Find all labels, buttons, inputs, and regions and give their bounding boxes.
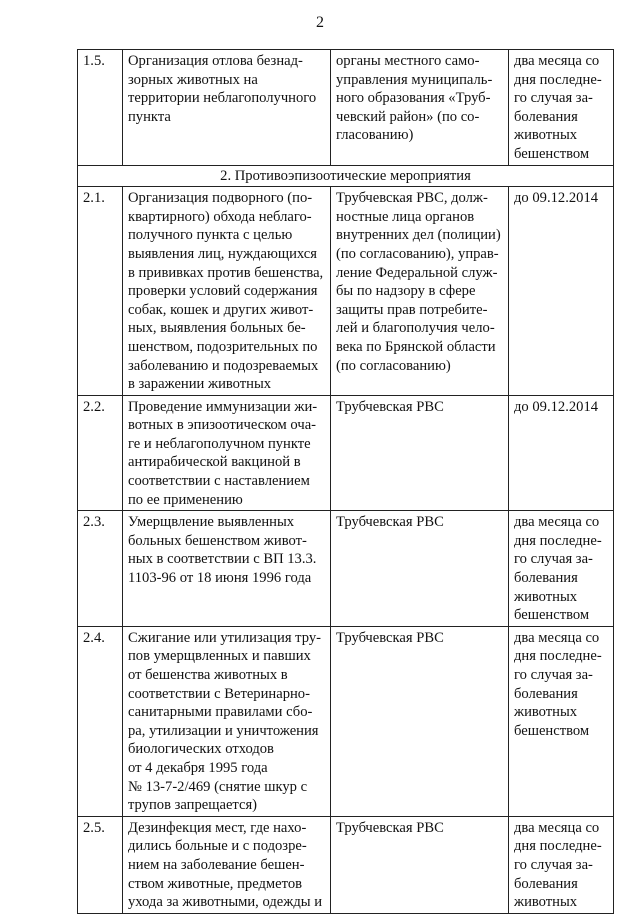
row-number: 2.3. xyxy=(78,511,123,627)
action-cell: Умерщвление выявленных больных бешенством живот- ных в соответствии с ВП 13.3. 1103-96 от 18 июня 1996 года xyxy=(123,511,331,627)
action-cell: Организация подворного (по- квартирного) обхода неблаго- получного пункта с целью выявления лиц, нуждающихся в прививках против бешенства, проверки условий содержания собак, кошек и других живот- ных, выявления больных бе- шенством, подозрительных по заболеванию и подозреваемых в заражении животных xyxy=(123,187,331,396)
responsible-cell: органы местного само- управления муниципаль- ного образования «Труб- чевский район» (по со- гласованию) xyxy=(331,50,509,166)
action-cell: Сжигание или утилизация тру- пов умерщвленных и павших от бешенства животных в соответствии с Ветеринарно- санитарными правилами сбо- ра, утилизации и уничтожения биологических отходов от 4 декабря 1995 года № 13-7-2/469 (снятие шкур с трупов запрещается) xyxy=(123,626,331,816)
table-row xyxy=(78,816,614,913)
responsible-cell: Трубчевская РВС xyxy=(331,511,509,627)
row-number: 2.5. xyxy=(78,816,123,913)
term-cell: два месяца со дня последне- го случая за- болевания животных бешенством xyxy=(509,511,614,627)
action-cell: Проведение иммунизации жи- вотных в эпизоотическом оча- ге и неблагополучном пункте антирабической вакциной в соответствии с наставлением по ее применению xyxy=(123,395,331,511)
action-cell: Организация отлова безнад- зорных животных на территории неблагополучного пункта xyxy=(123,50,331,166)
term-cell: два месяца со дня последне- го случая за- болевания животных бешенством xyxy=(509,50,614,166)
page-number: 2 xyxy=(316,14,324,31)
measures-table xyxy=(77,49,614,914)
action-cell: Дезинфекция мест, где нахо- дились больные и с подозре- нием на заболевание бешен- ством животные, предметов ухода за животными, одежды и xyxy=(123,816,331,913)
row-number: 2.2. xyxy=(78,395,123,511)
table-row xyxy=(78,50,614,166)
responsible-cell: Трубчевская РВС xyxy=(331,395,509,511)
term-cell: два месяца со дня последне- го случая за- болевания животных бешенством xyxy=(509,626,614,816)
row-number: 2.1. xyxy=(78,187,123,396)
row-number: 2.4. xyxy=(78,626,123,816)
section-title: 2. Противоэпизоотические мероприятия xyxy=(78,165,614,187)
table-row xyxy=(78,395,614,511)
table-row xyxy=(78,511,614,627)
table-row xyxy=(78,187,614,396)
term-cell: до 09.12.2014 xyxy=(509,187,614,396)
responsible-cell: Трубчевская РВС, долж- ностные лица органов внутренних дел (полиции) (по согласованию), управ- ление Федеральной служ- бы по надзору в сфере защиты прав потребите- лей и благополучия чело- века по Брянской области (по согласованию) xyxy=(331,187,509,396)
term-cell: два месяца со дня последне- го случая за- болевания животных xyxy=(509,816,614,913)
section-header-row xyxy=(78,165,614,187)
row-number: 1.5. xyxy=(78,50,123,166)
table-row xyxy=(78,626,614,816)
responsible-cell: Трубчевская РВС xyxy=(331,816,509,913)
responsible-cell: Трубчевская РВС xyxy=(331,626,509,816)
term-cell: до 09.12.2014 xyxy=(509,395,614,511)
